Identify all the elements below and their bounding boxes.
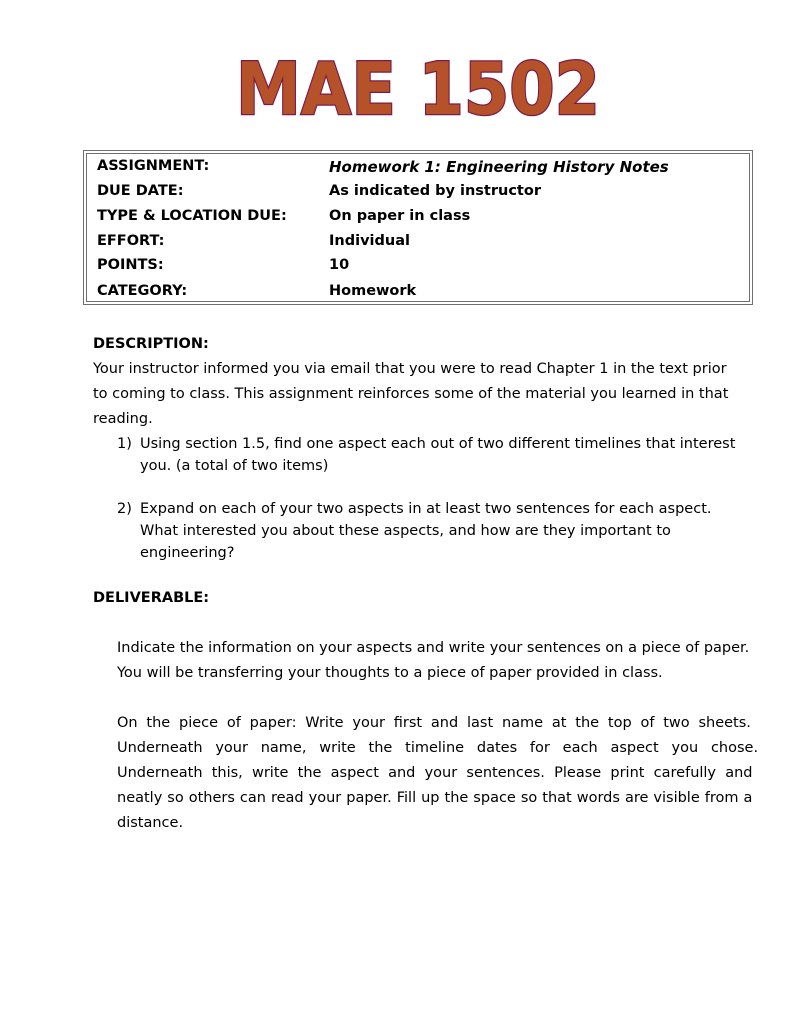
info-value: 10	[329, 257, 350, 273]
list-line: engineering?	[140, 545, 235, 561]
description-heading: DESCRIPTION:	[93, 336, 209, 352]
info-value: Individual	[329, 233, 410, 249]
info-value: Homework	[329, 283, 417, 299]
info-label: TYPE & LOCATION DUE:	[97, 208, 287, 224]
description-line: reading.	[93, 411, 153, 427]
list-number: 1)	[117, 436, 132, 452]
info-label: DUE DATE:	[97, 183, 184, 199]
deliverable-line: distance.	[117, 815, 184, 831]
list-line: What interested you about these aspects, and how are they important to	[140, 523, 671, 539]
deliverable-line: Underneath your name, write the timeline dates for each aspect you chose.	[117, 740, 759, 756]
info-label: POINTS:	[97, 257, 164, 273]
list-line: Using section 1.5, find one aspect each out of two different timelines that interest	[140, 436, 736, 452]
title-text: MAE 1502	[236, 50, 600, 130]
description-line: to coming to class. This assignment reinforces some of the material you learned in that	[93, 386, 729, 402]
list-line: you. (a total of two items)	[140, 458, 329, 474]
page-title	[0, 50, 791, 130]
list-line: Expand on each of your two aspects in at least two sentences for each aspect.	[140, 501, 712, 517]
description-line: Your instructor informed you via email that you were to read Chapter 1 in the text prior	[93, 361, 727, 377]
assignment-info-box	[83, 150, 753, 305]
info-label: ASSIGNMENT:	[97, 158, 210, 174]
info-value: As indicated by instructor	[329, 183, 541, 199]
info-value: On paper in class	[329, 208, 471, 224]
deliverable-line: Underneath this, write the aspect and your sentences. Please print carefully and	[117, 765, 753, 781]
list-number: 2)	[117, 501, 132, 517]
info-label: CATEGORY:	[97, 283, 188, 299]
deliverable-heading: DELIVERABLE:	[93, 590, 210, 606]
info-value: Homework 1: Engineering History Notes	[329, 158, 669, 176]
deliverable-line	[117, 711, 751, 736]
info-label: EFFORT:	[97, 233, 165, 249]
deliverable-line-text: On the piece of paper: Write your first and last name at the top of two sheets.	[117, 715, 751, 731]
deliverable-line: neatly so others can read your paper. Fill up the space so that words are visible from a	[117, 790, 753, 806]
deliverable-line: You will be transferring your thoughts to a piece of paper provided in class.	[117, 665, 663, 681]
deliverable-line: Indicate the information on your aspects and write your sentences on a piece of paper.	[117, 640, 750, 656]
